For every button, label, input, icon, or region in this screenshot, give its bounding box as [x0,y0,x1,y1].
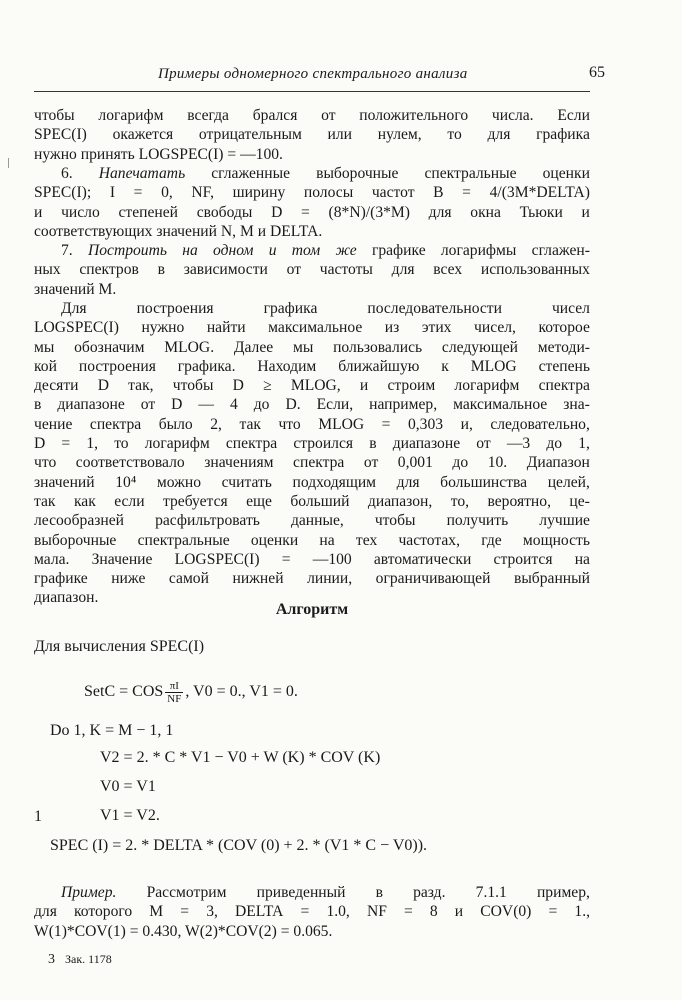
text-line: так как если требуется еще больший диапазон, то, вероятно, це- [34,492,590,510]
text-line: SPEC(I) окажется отрицательным или нулем, то для графика [34,126,590,144]
text-line: ных спектров в зависимости от частоты для всех использованных [34,261,590,279]
text-line: Для построения графика последовательности чисел [61,300,590,317]
text-line: диапазон. [34,589,99,607]
text-line: соответствующих значений N, M и DELTA. [34,222,323,240]
header-rule [34,91,590,92]
text-line: значений 10⁴ можно считать подходящим для большинства целей, [34,473,590,491]
loop-body-line: V0 = V1 [100,778,156,795]
order-number: Зак. 1178 [65,952,112,966]
text-line: D = 1, то логарифм спектра строился в диапазоне от —3 до 1, [34,435,590,453]
text-line: в диапазоне от D — 4 до D. Если, например, максимальное зна- [34,396,590,414]
loop-label: 1 [34,808,42,825]
setc-rest: , V0 = 0., V1 = 0. [185,683,298,701]
page-number: 65 [589,64,605,81]
text-line: выборочные спектральные оценки на тех частотах, где мощность [34,531,590,549]
text-line: лесообразней расфильтровать данные, чтобы получить лучшие [34,512,590,530]
do-loop-statement: Do 1, K = M − 1, 1 [50,722,174,739]
text-line: что соответствовало значениям спектра от 0,001 до 10. Диапазон [34,454,590,472]
text-line: LOGSPEC(I) нужно найти максимальное из этих чисел, которое [34,319,590,337]
text-line: SPEC(I); I = 0, NF, ширину полосы частот B = 4/(3M*DELTA) [34,184,590,202]
setc-formula [84,680,298,705]
text-line: мы обозначим MLOG. Далее мы пользовались следующей методи- [34,338,590,356]
text-line: чтобы логарифм всегда брался от положительного числа. Если [34,107,590,124]
running-header: Примеры одномерного спектрального анализа [158,66,468,82]
text-line: кой построения графика. Находим ближайшую к MLOG степень [34,357,590,375]
text-line: мала. Значение LOGSPEC(I) = —100 автоматически строится на [34,550,590,568]
margin-mark [8,158,9,168]
paragraph-plot-method [34,299,590,608]
text-line: и число степеней свободы D = (8*N)/(3*M) для окна Тьюки и [34,203,590,221]
text-line: чение спектра было 2, так что MLOG = 0,303 и, следовательно, [34,415,590,433]
text-line: W(1)*COV(1) = 0.430, W(2)*COV(2) = 0.065. [34,922,333,940]
text-line: десяти D так, чтобы D ≥ MLOG, и строим логарифм спектра [34,377,590,395]
text-line: значений M. [34,280,117,298]
text-line: 6. Напечатать сглаженные выборочные спектральные оценки [61,165,590,182]
example-paragraph [34,883,590,941]
text-line: Пример. Рассмотрим приведенный в разд. 7.1.1 пример, [61,884,590,901]
paragraph-step-6 [34,164,590,241]
fraction-denominator: NF [167,693,182,705]
text-line: графике ниже самой нижней линии, ограничивающей выбранный [34,570,590,588]
paragraph-log-positive [34,106,590,164]
algorithm-intro: Для вычисления SPEC(I) [34,638,205,655]
section-title: Алгоритм [275,601,349,618]
loop-body-line: V1 = V2. [100,807,160,824]
fraction-numerator: πI [165,680,183,693]
text-line: нужно принять LOGSPEC(I) = —100. [34,145,283,163]
setc-lhs: SetC = COS [84,683,164,701]
signature-number: 3 [48,952,55,967]
paragraph-step-7 [34,241,590,299]
result-formula: SPEC (I) = 2. * DELTA * (COV (0) + 2. * (V1 * C − V0)). [50,837,428,854]
printer-signature [48,952,112,968]
loop-body-line: V2 = 2. * C * V1 − V0 + W (K) * COV (K) [100,749,381,766]
fraction [165,680,183,705]
text-line: для которого M = 3, DELTA = 1.0, NF = 8 и COV(0) = 1., [34,903,590,921]
text-line: 7. Построить на одном и том же графике логарифмы сглажен- [61,242,590,259]
